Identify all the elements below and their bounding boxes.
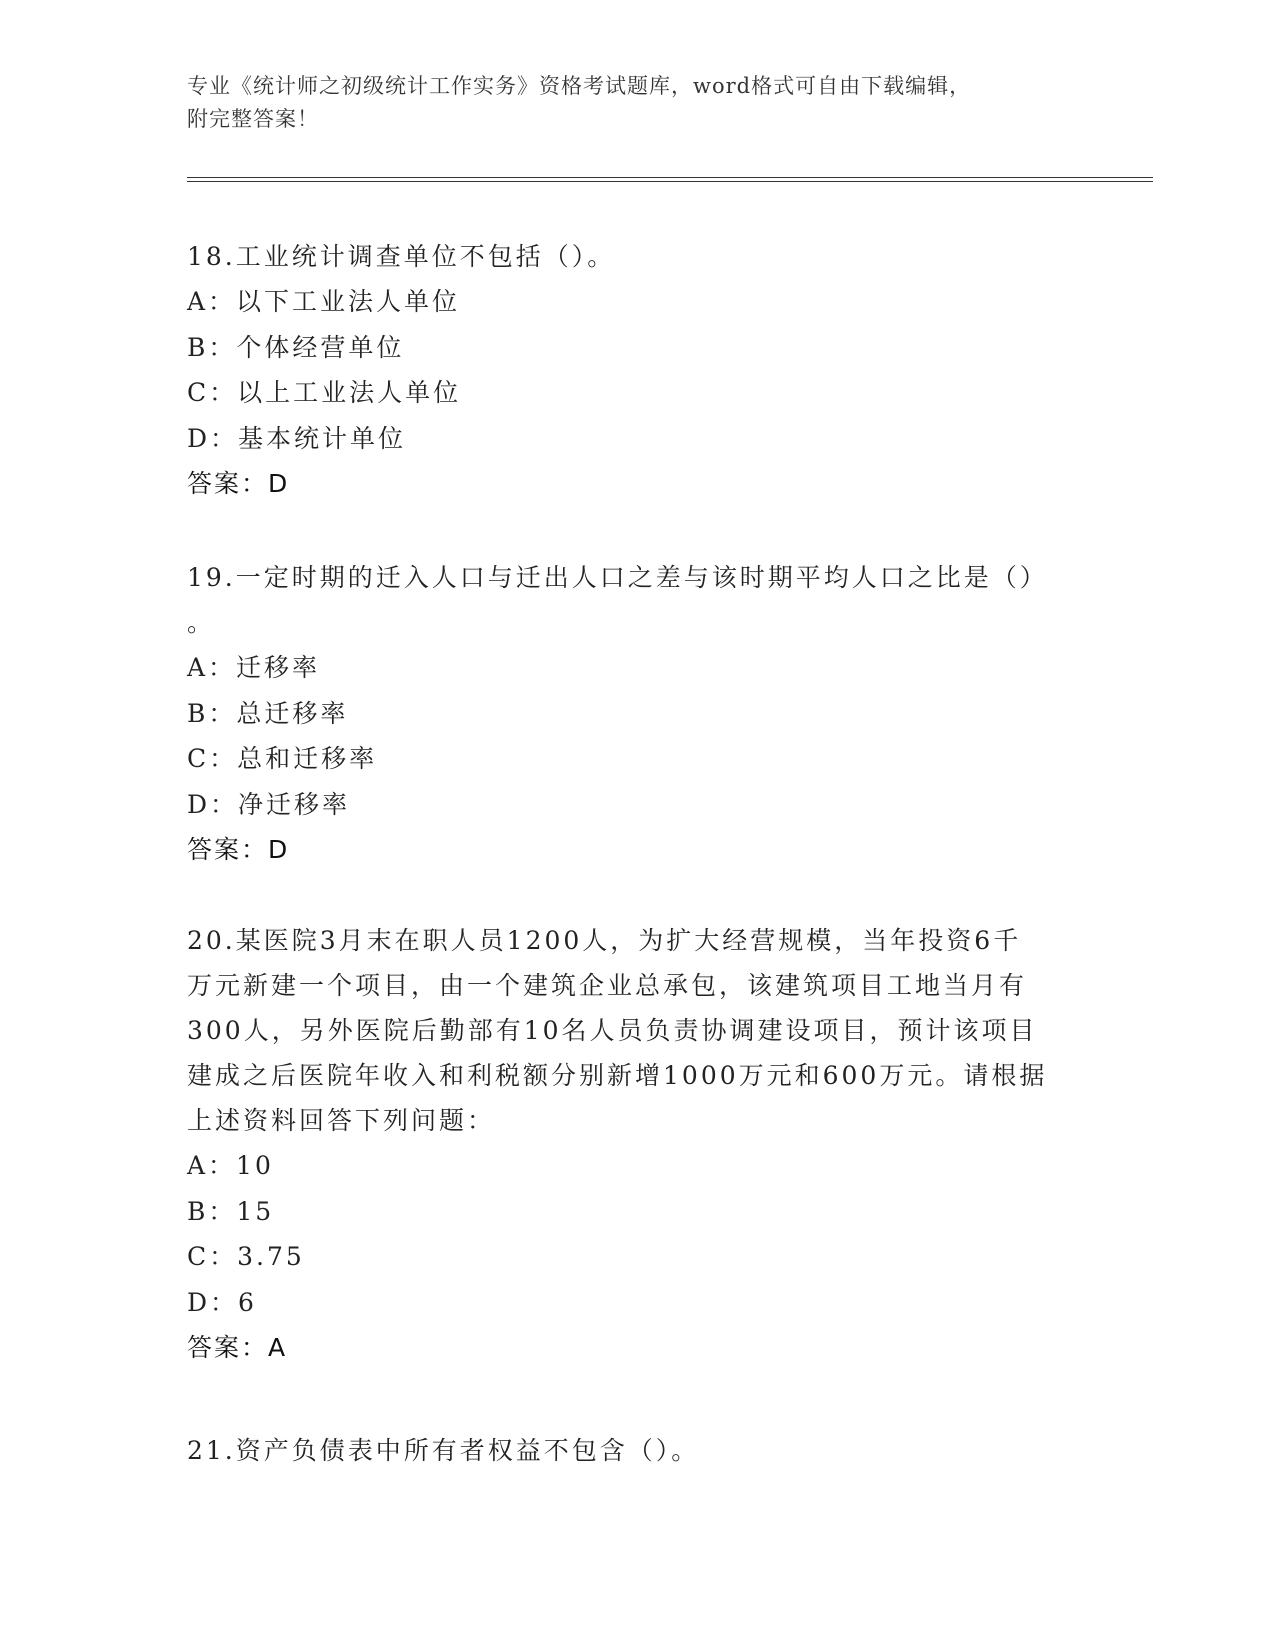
- option-a: A：迁移率: [187, 653, 321, 682]
- question-20: [187, 918, 1087, 1370]
- question-stem: 18.工业统计调查单位不包括（）。: [187, 242, 616, 271]
- header-line-1: 专业《统计师之初级统计工作实务》资格考试题库，word格式可自由下载编辑，: [187, 74, 972, 98]
- question-stem: 21.资产负债表中所有者权益不包含（）。: [187, 1436, 700, 1465]
- option-d: D：基本统计单位: [187, 423, 407, 453]
- question-19: [187, 555, 1087, 872]
- option-a: A：10: [187, 1151, 274, 1180]
- header-line-2: 附完整答案！: [187, 107, 319, 131]
- question-18: [187, 234, 1087, 506]
- question-stem-line-5: 上述资料回答下列问题：: [187, 1106, 496, 1135]
- option-b: B：总迁移率: [187, 698, 349, 728]
- question-stem-line-1: 20.某医院3月末在职人员1200人，为扩大经营规模，当年投资6千: [187, 926, 1022, 955]
- question-stem-line-2: 万元新建一个项目，由一个建筑企业总承包，该建筑项目工地当月有: [187, 971, 1028, 1000]
- option-a: A：以下工业法人单位: [187, 287, 461, 316]
- question-21: [187, 1428, 1087, 1473]
- option-c: C：以上工业法人单位: [187, 378, 462, 407]
- answer-label: 答案：D: [187, 835, 290, 864]
- question-stem-line-1: 19.一定时期的迁入人口与迁出人口之差与该时期平均人口之比是（）: [187, 563, 1048, 592]
- page-header: [187, 70, 1087, 136]
- header-divider: [187, 177, 1153, 182]
- option-d: D：6: [187, 1287, 257, 1317]
- question-stem-line-2: 。: [187, 608, 216, 637]
- option-b: B：15: [187, 1196, 275, 1226]
- option-c: C：3.75: [187, 1242, 305, 1271]
- option-b: B：个体经营单位: [187, 332, 405, 362]
- option-c: C：总和迁移率: [187, 744, 378, 773]
- answer-label: 答案：A: [187, 1333, 288, 1362]
- question-stem-line-3: 300人，另外医院后勤部有10名人员负责协调建设项目，预计该项目: [187, 1016, 1038, 1045]
- question-stem-line-4: 建成之后医院年收入和利税额分别新增1000万元和600万元。请根据: [187, 1061, 1048, 1090]
- option-d: D：净迁移率: [187, 789, 351, 819]
- answer-label: 答案：D: [187, 469, 290, 498]
